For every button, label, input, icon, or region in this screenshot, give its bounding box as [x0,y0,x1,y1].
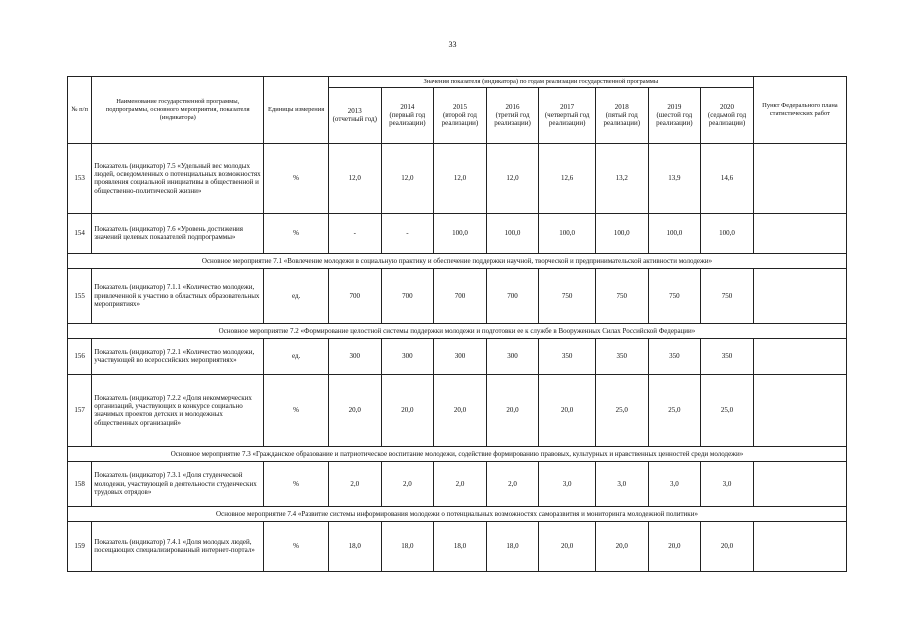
header-year-note: (четвертый год реализации) [544,111,590,128]
value-cell-2017: 350 [539,338,596,374]
section-row [68,446,847,461]
header-year-note: (отчетный год) [332,115,377,124]
header-year-note: (первый год реализации) [389,111,426,128]
value-cell-2015: 100,0 [434,213,487,253]
header-year-2019 [648,87,701,143]
plan-cell [753,143,846,213]
value-cell-2013: - [328,213,381,253]
value-cell-2015: 18,0 [434,521,487,571]
row-number: 157 [68,374,92,446]
value-cell-2013: 18,0 [328,521,381,571]
header-year-note: (седьмой год реализации) [707,111,747,128]
section-title: Основное мероприятие 7.4 «Развитие системы информирования молодежи о потенциальных возможностях саморазвития и мониторинга молодежной политики» [68,506,847,521]
header-year-note: (второй год реализации) [441,111,479,128]
table-row [68,374,847,446]
row-number: 154 [68,213,92,253]
value-cell-2016: 700 [486,268,539,323]
value-cell-2019: 20,0 [648,521,701,571]
value-cell-2013: 300 [328,338,381,374]
header-year-2017 [539,87,596,143]
value-cell-2018: 100,0 [595,213,648,253]
value-cell-2015: 20,0 [434,374,487,446]
row-number: 153 [68,143,92,213]
value-cell-2016: 100,0 [486,213,539,253]
header-year-label: 2013 [347,106,362,115]
header-year-label: 2014 [400,102,415,111]
value-cell-2016: 300 [486,338,539,374]
header-year-label: 2015 [452,102,467,111]
unit-cell: % [264,374,329,446]
value-cell-2018: 350 [595,338,648,374]
table-row [68,521,847,571]
header-year-label: 2018 [614,102,629,111]
section-row [68,323,847,338]
value-cell-2017: 12,6 [539,143,596,213]
header-year-label: 2019 [667,102,682,111]
plan-cell [753,213,846,253]
value-cell-2018: 13,2 [595,143,648,213]
header-years-group: Значения показателя (индикатора) по годам реализации государственной программы [328,77,753,88]
table-row [68,338,847,374]
indicator-name: Показатель (индикатор) 7.2.1 «Количество молодежи, участвующей во всероссийских мероприятиях» [92,338,264,374]
table-row [68,461,847,506]
header-row-top [68,77,847,88]
header-year-2014 [381,87,434,143]
value-cell-2015: 700 [434,268,487,323]
header-year-label: 2020 [720,102,734,111]
value-cell-2019: 13,9 [648,143,701,213]
table-row [68,268,847,323]
value-cell-2016: 20,0 [486,374,539,446]
table-body [68,143,847,571]
section-row [68,253,847,268]
page-number: 33 [448,40,457,49]
value-cell-2016: 18,0 [486,521,539,571]
plan-cell [753,338,846,374]
section-title: Основное мероприятие 7.3 «Гражданское образование и патриотическое воспитание молодежи, содействие формированию правовых, культурных и нравственных ценностей среди молодежи» [68,446,847,461]
plan-cell [753,461,846,506]
value-cell-2015: 2,0 [434,461,487,506]
value-cell-2013: 20,0 [328,374,381,446]
value-cell-2014: 2,0 [381,461,434,506]
value-cell-2015: 300 [434,338,487,374]
value-cell-2020: 3,0 [701,461,754,506]
plan-cell [753,374,846,446]
indicator-name: Показатель (индикатор) 7.4.1 «Доля молодых людей, посещающих специализированный интернет-портал» [92,521,264,571]
value-cell-2018: 25,0 [595,374,648,446]
value-cell-2020: 350 [701,338,754,374]
header-year-2013 [328,87,381,143]
row-number: 155 [68,268,92,323]
unit-cell: ед. [264,338,329,374]
unit-cell: ед. [264,268,329,323]
header-year-2018 [595,87,648,143]
value-cell-2020: 750 [701,268,754,323]
header-num: № п/п [68,77,92,144]
table-row [68,213,847,253]
header-year-2016 [486,87,539,143]
unit-cell: % [264,143,329,213]
value-cell-2014: 18,0 [381,521,434,571]
value-cell-2019: 750 [648,268,701,323]
header-year-note: (пятый год реализации) [603,111,641,128]
value-cell-2015: 12,0 [434,143,487,213]
unit-cell: % [264,213,329,253]
section-title: Основное мероприятие 7.1 «Вовлечение молодежи в социальную практику и обеспечение поддержки научной, творческой и предпринимательской активности молодежи» [68,253,847,268]
value-cell-2016: 12,0 [486,143,539,213]
value-cell-2017: 20,0 [539,521,596,571]
value-cell-2019: 25,0 [648,374,701,446]
value-cell-2018: 20,0 [595,521,648,571]
value-cell-2013: 12,0 [328,143,381,213]
header-year-2020 [701,87,754,143]
header-year-label: 2017 [560,102,575,111]
value-cell-2020: 25,0 [701,374,754,446]
value-cell-2018: 3,0 [595,461,648,506]
value-cell-2013: 2,0 [328,461,381,506]
plan-cell [753,521,846,571]
header-year-note: (третий год реализации) [494,111,531,128]
value-cell-2019: 100,0 [648,213,701,253]
unit-cell: % [264,521,329,571]
value-cell-2014: 20,0 [381,374,434,446]
value-cell-2017: 750 [539,268,596,323]
header-year-2015 [434,87,487,143]
indicators-table [67,76,847,572]
value-cell-2017: 3,0 [539,461,596,506]
indicator-name: Показатель (индикатор) 7.2.2 «Доля некоммерческих организаций, участвующих в конкурсе социально значимых проектов детских и молодежных общественных организаций» [92,374,264,446]
value-cell-2014: - [381,213,434,253]
value-cell-2017: 100,0 [539,213,596,253]
value-cell-2020: 14,6 [701,143,754,213]
section-row [68,506,847,521]
row-number: 156 [68,338,92,374]
indicator-name: Показатель (индикатор) 7.5 «Удельный вес молодых людей, осведомленных о потенциальных возможностях проявления социальной инициативы в общественной и общественно-политической жизни» [92,143,264,213]
indicator-name: Показатель (индикатор) 7.6 «Уровень достижения значений целевых показателей подпрограммы» [92,213,264,253]
header-name: Наименование государственной программы, подпрограммы, основного мероприятия, показателя (индикатора) [92,77,264,144]
row-number: 158 [68,461,92,506]
value-cell-2019: 3,0 [648,461,701,506]
value-cell-2014: 700 [381,268,434,323]
value-cell-2014: 12,0 [381,143,434,213]
value-cell-2020: 100,0 [701,213,754,253]
value-cell-2016: 2,0 [486,461,539,506]
row-number: 159 [68,521,92,571]
indicator-name: Показатель (индикатор) 7.3.1 «Доля студенческой молодежи, участвующей в деятельности студенческих трудовых отрядов» [92,461,264,506]
value-cell-2019: 350 [648,338,701,374]
value-cell-2020: 20,0 [701,521,754,571]
table-row [68,143,847,213]
header-year-note: (шестой год реализации) [656,111,693,128]
plan-cell [753,268,846,323]
header-plan: Пункт Федерального плана статистических работ [753,77,846,144]
value-cell-2018: 750 [595,268,648,323]
header-year-label: 2016 [505,102,520,111]
value-cell-2013: 700 [328,268,381,323]
header-unit: Единицы измерения [264,77,329,144]
section-title: Основное мероприятие 7.2 «Формирование целостной системы поддержки молодежи и подготовки ее к службе в Вооруженных Силах Российской Федерации» [68,323,847,338]
value-cell-2014: 300 [381,338,434,374]
value-cell-2017: 20,0 [539,374,596,446]
indicator-name: Показатель (индикатор) 7.1.1 «Количество молодежи, привлеченной к участию в областных образовательных мероприятиях» [92,268,264,323]
unit-cell: % [264,461,329,506]
